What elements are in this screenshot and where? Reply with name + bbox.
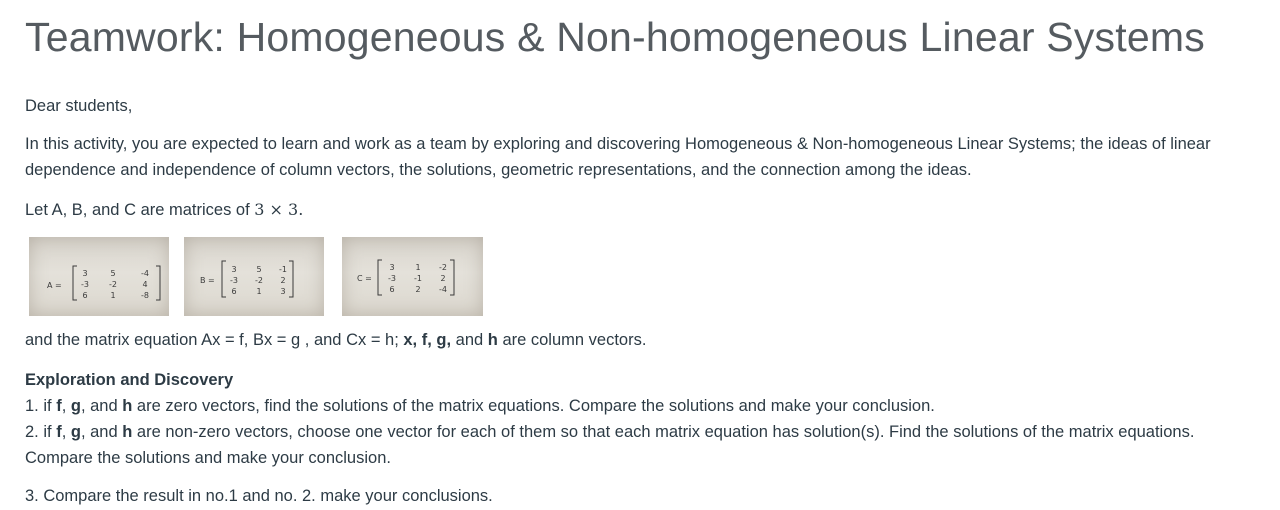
vector-f: f: [56, 423, 62, 441]
page-title: Teamwork: Homogeneous & Non-homogeneous Linear Systems: [25, 14, 1205, 60]
matrix-b-cell: 3: [231, 265, 237, 274]
task-item-3: 3. Compare the result in no.1 and no. 2. make your conclusions.: [25, 487, 493, 505]
matrix-b-image: [184, 237, 324, 316]
matrix-b-cell: -2: [255, 276, 263, 285]
matrix-a-cell: 3: [82, 269, 88, 278]
intro-paragraph: In this activity, you are expected to learn and work as a team by exploring and discovering Homogeneous & Non-homogeneous Linear Systems; the ideas of linear dependence and independence of column vectors, the solutions, geometric representations, and the connection among the ideas.: [25, 135, 1211, 179]
matrix-c-cell: 6: [389, 285, 395, 294]
vector-g: g: [70, 423, 81, 441]
matrix-c-label: C =: [357, 274, 372, 283]
matrix-b-cell: -3: [230, 276, 238, 285]
matrix-c-cell: -4: [439, 285, 447, 294]
matrix-a-cell: -4: [141, 269, 149, 278]
vector-h: h: [487, 331, 498, 349]
exploration-heading: Exploration and Discovery: [25, 371, 234, 389]
matrix-a-cell: -3: [81, 280, 89, 289]
equation-text: are column vectors.: [497, 331, 647, 349]
matrix-c-image: [342, 237, 483, 316]
matrix-a-label: A =: [47, 281, 62, 290]
matrix-a-cell: 4: [142, 280, 148, 289]
matrix-c-cell: 3: [389, 263, 395, 272]
matrix-equation-line: [25, 327, 646, 353]
matrix-c-graphic: [342, 237, 483, 316]
matrix-c-cell: -2: [439, 263, 447, 272]
matrix-a-cell: -2: [109, 280, 117, 289]
item-text: 2. if: [25, 423, 57, 441]
matrix-a-cell: 5: [110, 269, 116, 278]
matrix-a-cell: 6: [82, 291, 88, 300]
matrix-c-cell: -1: [414, 274, 422, 283]
equation-text: , and: [300, 331, 347, 349]
matrix-b-graphic: [184, 237, 324, 316]
matrix-a-image: [29, 237, 169, 316]
matrix-c-cell: 1: [415, 263, 421, 272]
let-statement: [25, 197, 303, 223]
matrix-c-cell: 2: [440, 274, 446, 283]
item-text: 1. if: [25, 397, 57, 415]
let-text: Let A, B, and C are matrices of: [25, 201, 255, 219]
matrix-b-cell: 6: [231, 287, 237, 296]
greeting-text: Dear students,: [25, 97, 133, 115]
equation-c: Cx = h;: [346, 331, 399, 349]
item-text: , and: [80, 397, 123, 415]
matrix-b-label: B =: [200, 276, 215, 285]
matrix-b-cell: 1: [256, 287, 262, 296]
vector-f: f: [56, 397, 62, 415]
equation-text: and the matrix equation Ax = f,: [25, 331, 253, 349]
matrix-b-cell: 2: [280, 276, 286, 285]
item-text: ,: [61, 397, 71, 415]
matrix-a-cell: 1: [110, 291, 116, 300]
task-item-1: [25, 393, 935, 419]
vector-g: g: [70, 397, 81, 415]
equation-text: and: [451, 331, 488, 349]
task-item-2: [25, 419, 1265, 471]
matrix-dimension: 3 × 3.: [254, 200, 304, 219]
matrix-a-cell: -8: [141, 291, 149, 300]
matrix-c-cell: 2: [415, 285, 421, 294]
item-text: , and: [80, 423, 123, 441]
matrix-b-cell: 5: [256, 265, 262, 274]
matrix-c-cell: -3: [388, 274, 396, 283]
matrix-b-cell: -1: [279, 265, 287, 274]
vector-h: h: [122, 397, 133, 415]
item-text: are zero vectors, find the solutions of the matrix equations. Compare the solutions and make your conclusion.: [132, 397, 935, 415]
equation-b: Bx = g: [252, 331, 301, 349]
matrix-b-cell: 3: [280, 287, 286, 296]
item-text: ,: [61, 423, 71, 441]
matrix-a-graphic: [29, 237, 169, 316]
vector-names: x, f, g,: [398, 331, 452, 349]
item-text: are non-zero vectors, choose one vector for each of them so that each matrix equation has solution(s). Find the solutions of the matrix equations. Compare the solutions and make your conclusion.: [25, 423, 1195, 467]
vector-h: h: [122, 423, 133, 441]
